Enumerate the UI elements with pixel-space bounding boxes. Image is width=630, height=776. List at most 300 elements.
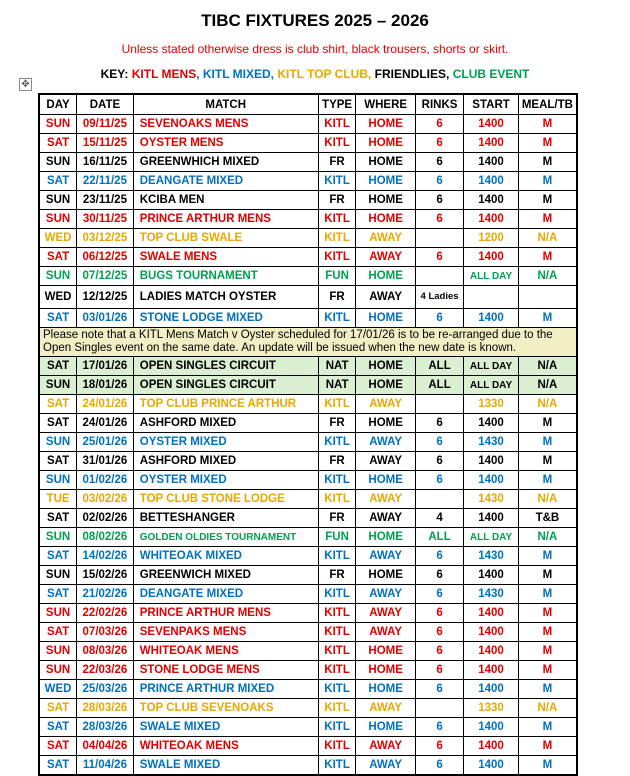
- cell-start: 1400: [464, 718, 519, 737]
- cell-rinks: 6: [415, 547, 463, 566]
- cell-type: FUN: [318, 267, 356, 286]
- cell-where: AWAY: [356, 490, 415, 509]
- column-header: WHERE: [356, 94, 415, 115]
- cell-rinks: 6: [415, 756, 463, 776]
- cell-where: HOME: [356, 134, 415, 153]
- cell-match: SWALE MIXED: [133, 756, 318, 776]
- fixture-row: [39, 115, 577, 134]
- cell-match: ASHFORD MIXED: [133, 452, 318, 471]
- cell-meal: N/A: [518, 699, 577, 718]
- fixture-row: [39, 756, 577, 776]
- cell-meal: M: [518, 210, 577, 229]
- cell-where: AWAY: [356, 286, 415, 309]
- cell-day: SAT: [39, 623, 77, 642]
- cell-date: 11/04/26: [77, 756, 134, 776]
- cell-rinks: [415, 267, 463, 286]
- cell-rinks: 6: [415, 604, 463, 623]
- cell-rinks: 4 Ladies: [415, 286, 463, 309]
- cell-meal: M: [518, 153, 577, 172]
- cell-where: AWAY: [356, 547, 415, 566]
- cell-type: KITL: [318, 134, 356, 153]
- cell-start: 1330: [464, 395, 519, 414]
- cell-start: 1400: [464, 191, 519, 210]
- cell-date: 28/03/26: [77, 718, 134, 737]
- cell-match: ASHFORD MIXED: [133, 414, 318, 433]
- cell-day: WED: [39, 286, 77, 309]
- cell-rinks: 6: [415, 585, 463, 604]
- cell-type: KITL: [318, 642, 356, 661]
- cell-match: GREENWHICH MIXED: [133, 153, 318, 172]
- cell-meal: M: [518, 718, 577, 737]
- column-header: RINKS: [415, 94, 463, 115]
- cell-match: DEANGATE MIXED: [133, 172, 318, 191]
- cell-start: 1430: [464, 433, 519, 452]
- fixture-row: [39, 210, 577, 229]
- cell-day: SAT: [39, 756, 77, 776]
- cell-start: 1400: [464, 153, 519, 172]
- cell-type: KITL: [318, 661, 356, 680]
- notice-text: Please note that a KITL Mens Match v Oyster scheduled for 17/01/26 is to be re-arranged due to the Open Singles event on the same date. An update will be issued when the new date is known.: [39, 328, 577, 357]
- cell-meal: M: [518, 737, 577, 756]
- cell-type: NAT: [318, 357, 356, 376]
- cell-start: ALL DAY: [464, 376, 519, 395]
- cell-start: 1400: [464, 452, 519, 471]
- cell-meal: N/A: [518, 395, 577, 414]
- cell-rinks: 6: [415, 623, 463, 642]
- cell-date: 03/01/26: [77, 309, 134, 328]
- cell-date: 24/01/26: [77, 395, 134, 414]
- fixture-row: [39, 376, 577, 395]
- cell-start: 1430: [464, 585, 519, 604]
- cell-day: SUN: [39, 471, 77, 490]
- cell-rinks: ALL: [415, 376, 463, 395]
- cell-day: TUE: [39, 490, 77, 509]
- cell-where: AWAY: [356, 433, 415, 452]
- cell-meal: N/A: [518, 267, 577, 286]
- fixture-row: [39, 433, 577, 452]
- cell-day: SAT: [39, 737, 77, 756]
- fixture-row: [39, 604, 577, 623]
- fixture-row: [39, 414, 577, 433]
- cell-date: 06/12/25: [77, 248, 134, 267]
- cell-start: 1400: [464, 172, 519, 191]
- fixture-row: [39, 642, 577, 661]
- cell-day: SAT: [39, 248, 77, 267]
- cell-type: KITL: [318, 229, 356, 248]
- cell-match: OPEN SINGLES CIRCUIT: [133, 376, 318, 395]
- fixture-row: [39, 585, 577, 604]
- cell-where: AWAY: [356, 395, 415, 414]
- cell-where: AWAY: [356, 509, 415, 528]
- cell-start: 1400: [464, 756, 519, 776]
- cell-match: SWALE MIXED: [133, 718, 318, 737]
- cell-rinks: 6: [415, 134, 463, 153]
- cell-match: PRINCE ARTHUR MIXED: [133, 680, 318, 699]
- cell-day: SUN: [39, 642, 77, 661]
- cell-where: AWAY: [356, 585, 415, 604]
- cell-match: TOP CLUB SWALE: [133, 229, 318, 248]
- cell-where: HOME: [356, 309, 415, 328]
- cell-match: SEVENPAKS MENS: [133, 623, 318, 642]
- cell-type: KITL: [318, 309, 356, 328]
- cell-rinks: 6: [415, 471, 463, 490]
- cell-date: 07/03/26: [77, 623, 134, 642]
- cell-meal: M: [518, 172, 577, 191]
- cell-date: 08/02/26: [77, 528, 134, 547]
- cell-date: 25/01/26: [77, 433, 134, 452]
- cell-match: TOP CLUB PRINCE ARTHUR: [133, 395, 318, 414]
- cell-meal: M: [518, 604, 577, 623]
- cell-meal: M: [518, 566, 577, 585]
- cell-meal: M: [518, 452, 577, 471]
- cell-date: 02/02/26: [77, 509, 134, 528]
- cell-day: SAT: [39, 134, 77, 153]
- cell-rinks: 6: [415, 661, 463, 680]
- column-header: START: [464, 94, 519, 115]
- cell-meal: [518, 286, 577, 309]
- cell-start: 1400: [464, 309, 519, 328]
- cell-date: 22/02/26: [77, 604, 134, 623]
- cell-meal: M: [518, 756, 577, 776]
- cell-type: KITL: [318, 172, 356, 191]
- cell-match: OYSTER MIXED: [133, 433, 318, 452]
- key-item: KITL MENS: [131, 67, 197, 81]
- cell-start: 1400: [464, 115, 519, 134]
- cell-meal: M: [518, 414, 577, 433]
- cell-day: SUN: [39, 153, 77, 172]
- page-title: TIBC FIXTURES 2025 – 2026: [201, 11, 429, 30]
- cell-type: KITL: [318, 699, 356, 718]
- cell-type: FR: [318, 286, 356, 309]
- cell-match: KCIBA MEN: [133, 191, 318, 210]
- cell-day: WED: [39, 680, 77, 699]
- cell-day: SAT: [39, 509, 77, 528]
- fixture-row: [39, 680, 577, 699]
- cell-where: AWAY: [356, 756, 415, 776]
- cell-date: 12/12/25: [77, 286, 134, 309]
- cell-meal: M: [518, 134, 577, 153]
- cell-date: 04/04/26: [77, 737, 134, 756]
- cell-where: HOME: [356, 191, 415, 210]
- cell-day: SAT: [39, 395, 77, 414]
- fixture-row: [39, 737, 577, 756]
- cell-meal: N/A: [518, 490, 577, 509]
- cell-type: FUN: [318, 528, 356, 547]
- cell-day: SUN: [39, 376, 77, 395]
- cell-where: AWAY: [356, 699, 415, 718]
- cell-day: SAT: [39, 547, 77, 566]
- cell-match: STONE LODGE MENS: [133, 661, 318, 680]
- cell-rinks: 6: [415, 680, 463, 699]
- cell-meal: M: [518, 471, 577, 490]
- cell-type: KITL: [318, 585, 356, 604]
- fixture-row: [39, 718, 577, 737]
- cell-date: 03/12/25: [77, 229, 134, 248]
- cell-type: KITL: [318, 547, 356, 566]
- cell-type: FR: [318, 566, 356, 585]
- column-header: MEAL/TB: [518, 94, 577, 115]
- cell-rinks: [415, 490, 463, 509]
- cell-type: KITL: [318, 248, 356, 267]
- cell-date: 30/11/25: [77, 210, 134, 229]
- cell-where: HOME: [356, 210, 415, 229]
- cell-day: SAT: [39, 414, 77, 433]
- cell-where: HOME: [356, 414, 415, 433]
- cell-meal: N/A: [518, 528, 577, 547]
- cell-rinks: 6: [415, 309, 463, 328]
- cell-type: FR: [318, 509, 356, 528]
- cell-match: PRINCE ARTHUR MENS: [133, 604, 318, 623]
- cell-meal: M: [518, 585, 577, 604]
- cell-type: KITL: [318, 471, 356, 490]
- cell-where: HOME: [356, 661, 415, 680]
- cell-where: HOME: [356, 115, 415, 134]
- fixtures-table: [38, 93, 578, 776]
- fixture-row: [39, 134, 577, 153]
- cell-rinks: 6: [415, 642, 463, 661]
- cell-day: SAT: [39, 309, 77, 328]
- fixture-row: [39, 395, 577, 414]
- cell-rinks: 6: [415, 115, 463, 134]
- cell-date: 24/01/26: [77, 414, 134, 433]
- cell-date: 28/03/26: [77, 699, 134, 718]
- key-item: KITL MIXED,: [202, 67, 274, 81]
- cell-meal: N/A: [518, 357, 577, 376]
- cell-day: SAT: [39, 172, 77, 191]
- cell-date: 09/11/25: [77, 115, 134, 134]
- cell-rinks: [415, 229, 463, 248]
- dress-code-note: Unless stated otherwise dress is club shirt, black trousers, shorts or skirt.: [121, 42, 509, 56]
- cell-rinks: 6: [415, 566, 463, 585]
- notice-row: [39, 328, 577, 357]
- key-label: KEY:: [100, 67, 132, 81]
- cell-start: 1200: [464, 229, 519, 248]
- cell-meal: M: [518, 661, 577, 680]
- cell-date: 17/01/26: [77, 357, 134, 376]
- cell-type: FR: [318, 414, 356, 433]
- cell-day: SUN: [39, 433, 77, 452]
- cell-meal: M: [518, 547, 577, 566]
- fixture-row: [39, 172, 577, 191]
- cell-rinks: 4: [415, 509, 463, 528]
- cell-start: 1400: [464, 210, 519, 229]
- cell-start: 1400: [464, 680, 519, 699]
- cell-meal: M: [518, 248, 577, 267]
- cell-day: SUN: [39, 604, 77, 623]
- fixture-row: [39, 286, 577, 309]
- cell-rinks: 6: [415, 172, 463, 191]
- cell-meal: M: [518, 623, 577, 642]
- color-key: [0, 67, 630, 81]
- cell-match: TOP CLUB STONE LODGE: [133, 490, 318, 509]
- cell-day: SUN: [39, 191, 77, 210]
- cell-rinks: 6: [415, 210, 463, 229]
- cell-where: HOME: [356, 172, 415, 191]
- cell-date: 31/01/26: [77, 452, 134, 471]
- cell-date: 01/02/26: [77, 471, 134, 490]
- key-item: FRIENDLIES,: [371, 67, 450, 81]
- cell-where: HOME: [356, 376, 415, 395]
- cell-rinks: ALL: [415, 357, 463, 376]
- cell-rinks: 6: [415, 248, 463, 267]
- cell-start: ALL DAY: [464, 267, 519, 286]
- cell-day: SAT: [39, 585, 77, 604]
- cell-match: WHITEOAK MIXED: [133, 547, 318, 566]
- fixture-row: [39, 566, 577, 585]
- cell-match: OPEN SINGLES CIRCUIT: [133, 357, 318, 376]
- cell-day: SUN: [39, 661, 77, 680]
- cell-rinks: 6: [415, 737, 463, 756]
- cell-type: KITL: [318, 680, 356, 699]
- cell-where: HOME: [356, 680, 415, 699]
- cell-start: 1400: [464, 623, 519, 642]
- cell-match: BUGS TOURNAMENT: [133, 267, 318, 286]
- cell-match: OYSTER MIXED: [133, 471, 318, 490]
- cell-day: WED: [39, 229, 77, 248]
- cell-start: 1400: [464, 509, 519, 528]
- cell-where: AWAY: [356, 229, 415, 248]
- fixture-row: [39, 661, 577, 680]
- cell-type: FR: [318, 452, 356, 471]
- fixture-row: [39, 309, 577, 328]
- cell-rinks: ALL: [415, 528, 463, 547]
- cell-date: 15/11/25: [77, 134, 134, 153]
- fixture-row: [39, 452, 577, 471]
- cell-rinks: 6: [415, 452, 463, 471]
- cell-start: 1400: [464, 661, 519, 680]
- cell-date: 14/02/26: [77, 547, 134, 566]
- cell-type: KITL: [318, 623, 356, 642]
- cell-start: 1400: [464, 134, 519, 153]
- cell-day: SUN: [39, 528, 77, 547]
- cell-where: AWAY: [356, 623, 415, 642]
- cell-where: AWAY: [356, 737, 415, 756]
- cell-rinks: 6: [415, 153, 463, 172]
- cell-meal: N/A: [518, 229, 577, 248]
- cell-date: 18/01/26: [77, 376, 134, 395]
- cell-match: STONE LODGE MIXED: [133, 309, 318, 328]
- cell-where: AWAY: [356, 248, 415, 267]
- cell-rinks: [415, 395, 463, 414]
- cell-match: PRINCE ARTHUR MENS: [133, 210, 318, 229]
- cell-meal: T&B: [518, 509, 577, 528]
- cell-match: OYSTER MENS: [133, 134, 318, 153]
- cell-type: NAT: [318, 376, 356, 395]
- fixture-row: [39, 248, 577, 267]
- cell-meal: M: [518, 191, 577, 210]
- cell-type: KITL: [318, 395, 356, 414]
- cell-match: SWALE MENS: [133, 248, 318, 267]
- key-item: CLUB EVENT: [449, 67, 530, 81]
- cell-date: 03/02/26: [77, 490, 134, 509]
- cell-match: WHITEOAK MENS: [133, 737, 318, 756]
- cell-date: 15/02/26: [77, 566, 134, 585]
- cell-match: GOLDEN OLDIES TOURNAMENT: [133, 528, 318, 547]
- cell-meal: M: [518, 309, 577, 328]
- cell-type: KITL: [318, 756, 356, 776]
- cell-meal: M: [518, 433, 577, 452]
- cell-meal: M: [518, 115, 577, 134]
- fixture-row: [39, 547, 577, 566]
- cell-match: LADIES MATCH OYSTER: [133, 286, 318, 309]
- cell-date: 16/11/25: [77, 153, 134, 172]
- cell-date: 08/03/26: [77, 642, 134, 661]
- fixture-row: [39, 490, 577, 509]
- fixture-row: [39, 357, 577, 376]
- cell-where: HOME: [356, 153, 415, 172]
- cell-type: KITL: [318, 433, 356, 452]
- cell-day: SAT: [39, 452, 77, 471]
- cell-type: FR: [318, 191, 356, 210]
- fixture-row: [39, 509, 577, 528]
- column-header: DATE: [77, 94, 134, 115]
- cell-date: 07/12/25: [77, 267, 134, 286]
- cell-rinks: 6: [415, 718, 463, 737]
- cell-day: SUN: [39, 115, 77, 134]
- cell-date: 22/11/25: [77, 172, 134, 191]
- cell-day: SUN: [39, 267, 77, 286]
- cell-type: KITL: [318, 490, 356, 509]
- cell-where: HOME: [356, 642, 415, 661]
- table-move-handle-icon[interactable]: ✥: [19, 78, 32, 91]
- cell-day: SAT: [39, 699, 77, 718]
- cell-match: GREENWICH MIXED: [133, 566, 318, 585]
- fixture-row: [39, 191, 577, 210]
- cell-start: 1400: [464, 471, 519, 490]
- cell-match: BETTESHANGER: [133, 509, 318, 528]
- cell-day: SAT: [39, 718, 77, 737]
- cell-where: HOME: [356, 528, 415, 547]
- cell-start: ALL DAY: [464, 528, 519, 547]
- cell-start: ALL DAY: [464, 357, 519, 376]
- cell-where: AWAY: [356, 452, 415, 471]
- table-header-row: [39, 94, 577, 115]
- cell-start: 1430: [464, 490, 519, 509]
- cell-start: 1330: [464, 699, 519, 718]
- cell-day: SAT: [39, 357, 77, 376]
- column-header: DAY: [39, 94, 77, 115]
- cell-start: 1400: [464, 414, 519, 433]
- cell-rinks: 6: [415, 433, 463, 452]
- cell-match: SEVENOAKS MENS: [133, 115, 318, 134]
- cell-match: WHITEOAK MENS: [133, 642, 318, 661]
- cell-rinks: [415, 699, 463, 718]
- cell-start: [464, 286, 519, 309]
- cell-type: KITL: [318, 210, 356, 229]
- cell-date: 21/02/26: [77, 585, 134, 604]
- cell-where: HOME: [356, 357, 415, 376]
- cell-match: TOP CLUB SEVENOAKS: [133, 699, 318, 718]
- cell-meal: M: [518, 642, 577, 661]
- fixture-row: [39, 471, 577, 490]
- key-item: KITL TOP CLUB,: [274, 67, 372, 81]
- fixture-row: [39, 229, 577, 248]
- cell-date: 25/03/26: [77, 680, 134, 699]
- fixture-row: [39, 267, 577, 286]
- cell-type: KITL: [318, 737, 356, 756]
- cell-start: 1430: [464, 547, 519, 566]
- fixture-row: [39, 153, 577, 172]
- fixture-row: [39, 699, 577, 718]
- cell-type: FR: [318, 153, 356, 172]
- cell-date: 22/03/26: [77, 661, 134, 680]
- column-header: TYPE: [318, 94, 356, 115]
- fixture-row: [39, 623, 577, 642]
- cell-where: HOME: [356, 718, 415, 737]
- cell-start: 1400: [464, 642, 519, 661]
- cell-date: 23/11/25: [77, 191, 134, 210]
- fixture-row: [39, 528, 577, 547]
